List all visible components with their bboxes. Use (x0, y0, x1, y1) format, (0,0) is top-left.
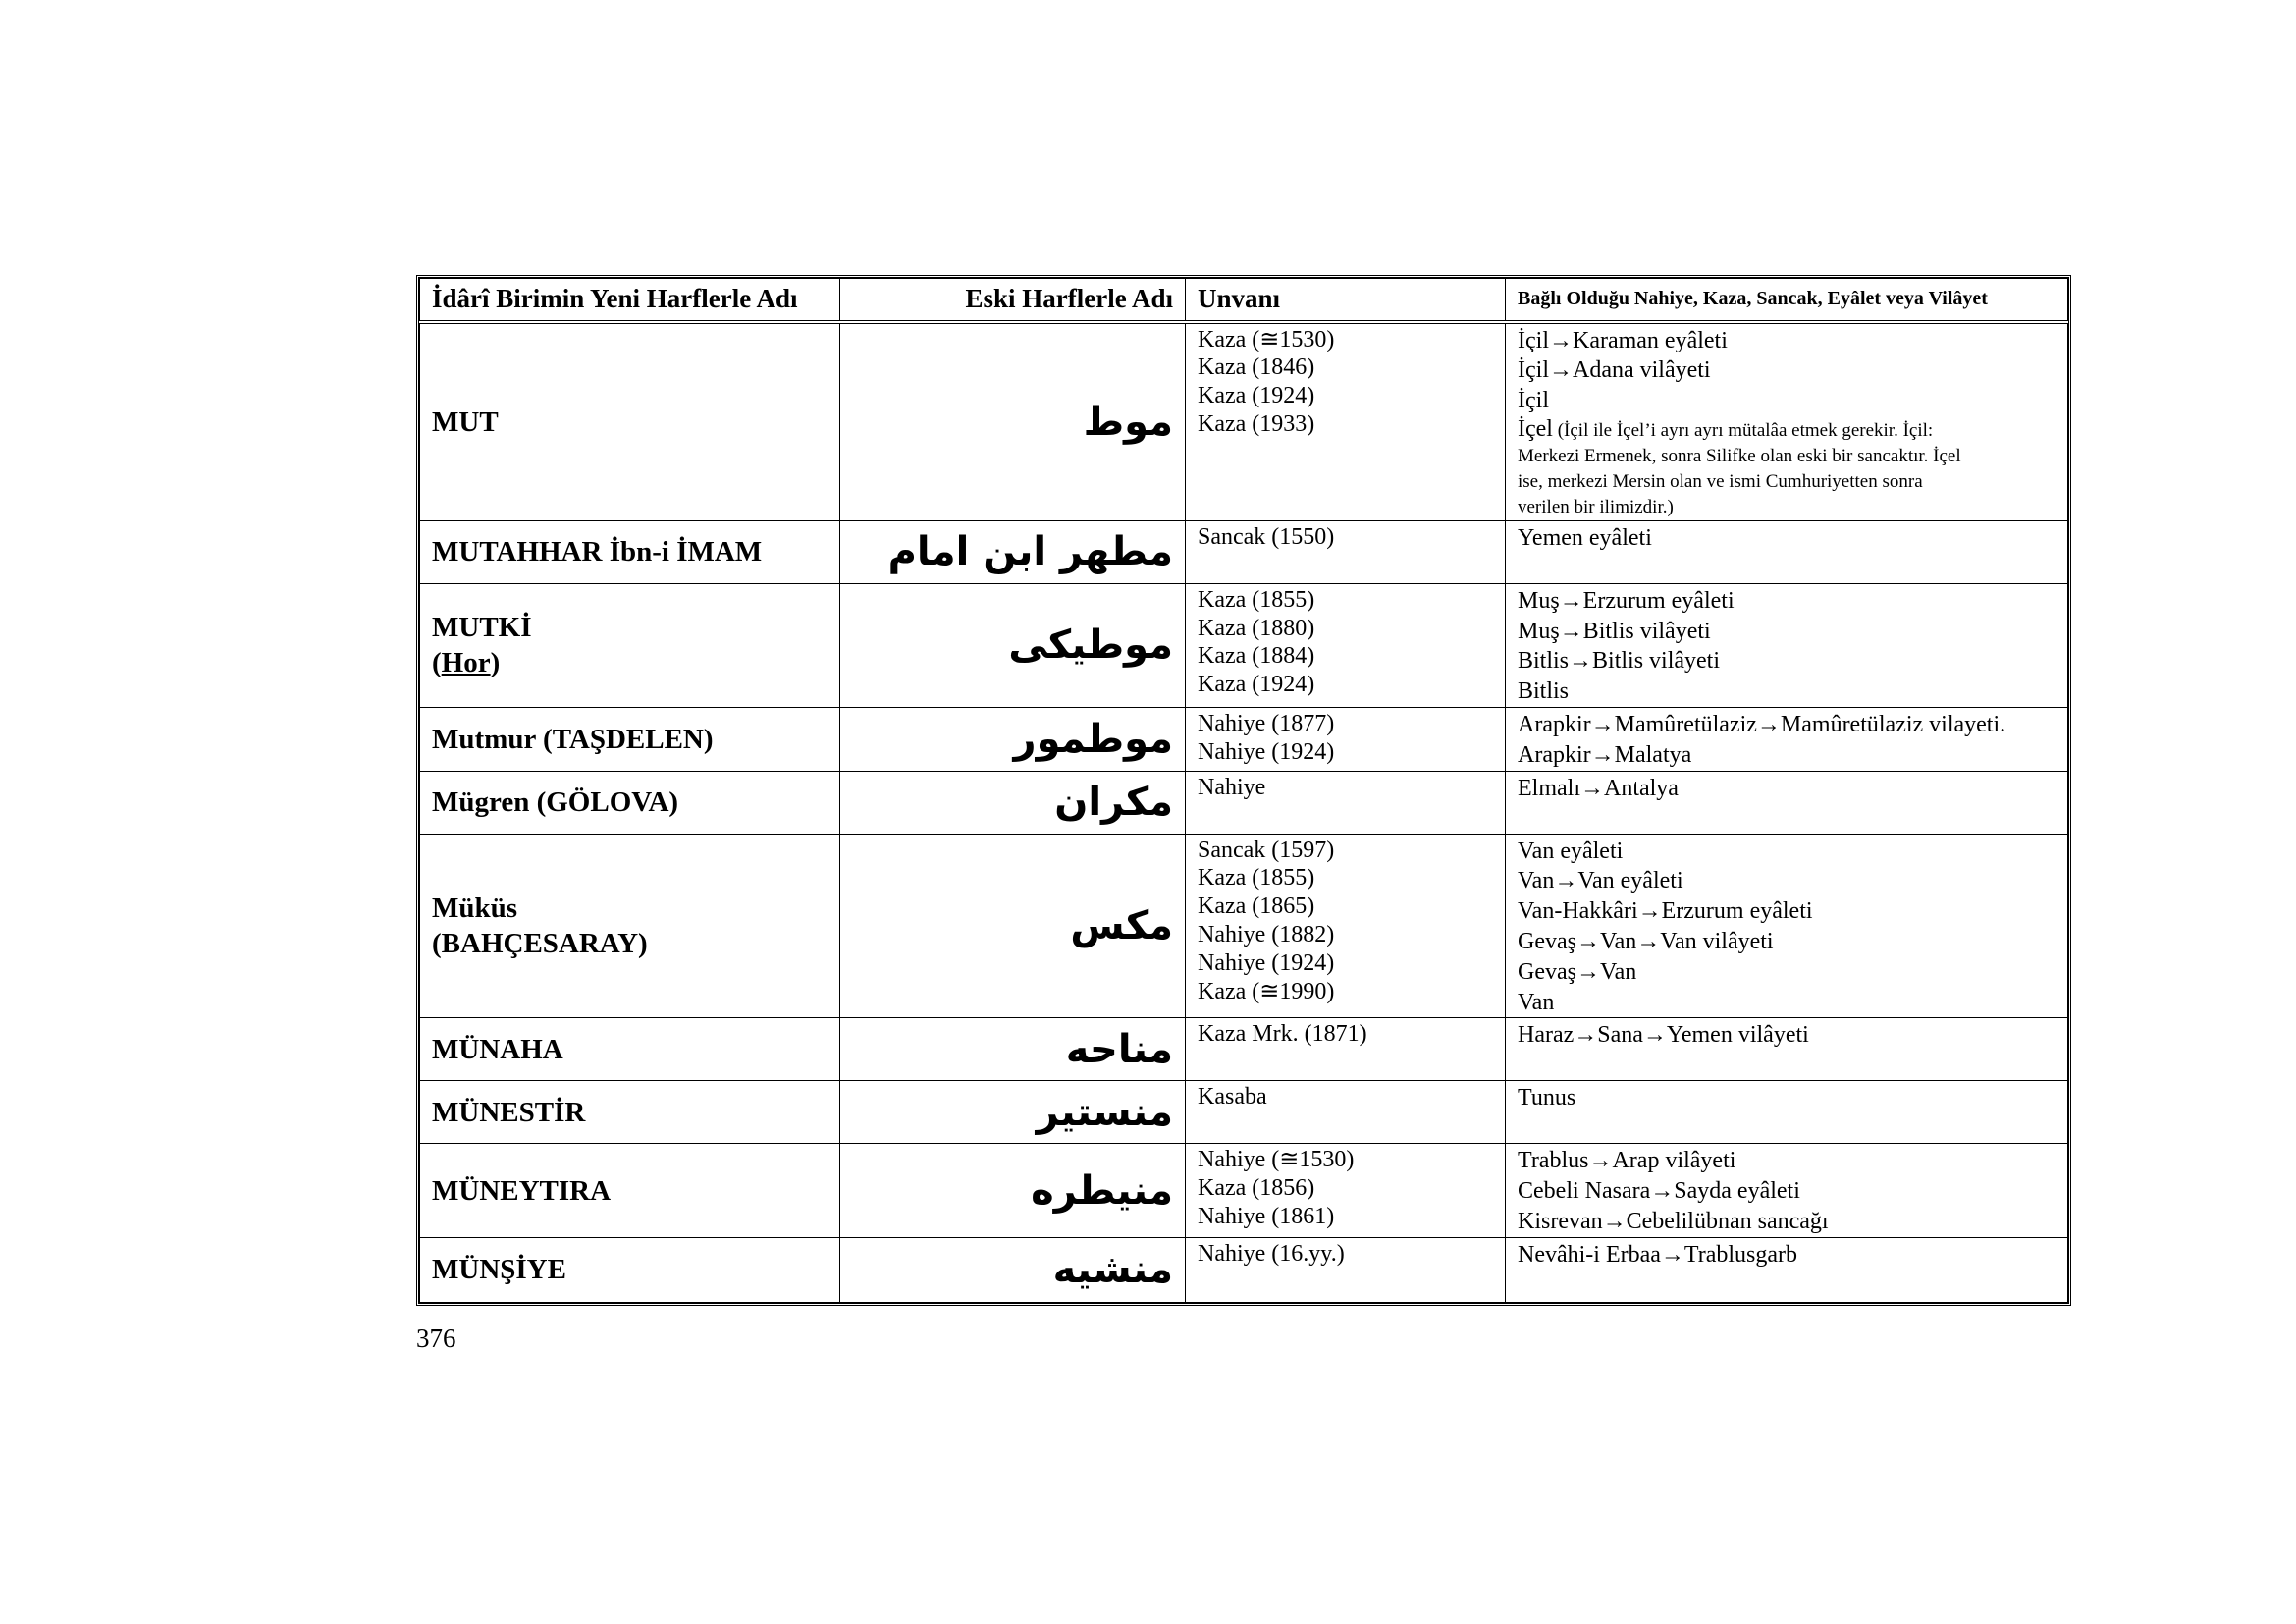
affiliation-entry: Bitlis (1518, 678, 1570, 705)
title-cell (1186, 520, 1506, 583)
unit-name: MÜNAHA (432, 1033, 563, 1065)
arabic-name: منشيه (1052, 1247, 1173, 1293)
affiliation-cell (1506, 1237, 2068, 1302)
unit-name-cell (420, 520, 840, 583)
table-header-row (420, 279, 2068, 322)
table-row (420, 708, 2068, 772)
unit-name-cell (420, 583, 840, 707)
affiliation-cell (1506, 834, 2068, 1018)
administrative-units-table (416, 275, 2071, 1306)
affiliation-entry: Van (1518, 989, 1555, 1015)
arabic-name: مناحه (1065, 1026, 1173, 1072)
title-entry: Kaza (1924) (1198, 383, 1315, 409)
header-title: Unvanı (1186, 279, 1506, 322)
table-row (420, 322, 2068, 521)
title-entry: Kaza (1924) (1198, 672, 1315, 698)
title-entry: Kasaba (1198, 1084, 1267, 1110)
affiliation-entry: İçil→Karaman eyâleti (1518, 327, 1728, 353)
arabic-name-cell (840, 1237, 1186, 1302)
arabic-name: مطهر ابن امام (887, 529, 1173, 575)
unit-name: MÜNEYTIRA (432, 1174, 612, 1207)
note-line (1518, 495, 2056, 520)
title-entry: Nahiye (1924) (1198, 949, 1335, 976)
affiliation-entry: İçil→Adana vilâyeti (1518, 357, 1711, 384)
arabic-name-cell (840, 322, 1186, 521)
title-entry: Nahiye (≅1530) (1198, 1147, 1355, 1173)
unit-name: MÜNŞİYE (432, 1254, 566, 1286)
title-cell (1186, 322, 1506, 521)
title-entry: Nahiye (1861) (1198, 1204, 1335, 1230)
affiliation-entry: Van→Van eyâleti (1518, 868, 1683, 894)
unit-alt-name-underlined: Hor (441, 647, 491, 679)
unit-name-cell (420, 1018, 840, 1081)
affiliation-entry: Gevaş→Van (1518, 958, 1637, 985)
page-number: 376 (416, 1324, 456, 1353)
table-row (420, 583, 2068, 707)
table-row (420, 520, 2068, 583)
title-entry: Kaza (1880) (1198, 615, 1315, 641)
unit-name-cell (420, 834, 840, 1018)
title-cell (1186, 771, 1506, 834)
unit-name: MUT (432, 406, 499, 438)
table-row (420, 834, 2068, 1018)
note-lead: İçel (1518, 415, 1553, 442)
title-entry: Kaza (1855) (1198, 586, 1315, 613)
title-entry: Nahiye (1198, 774, 1266, 800)
note-text: Merkezi Ermenek, sonra Silifke olan eski bir sancaktır. İçel (1518, 445, 1961, 466)
affiliation-entry: Van-Hakkâri→Erzurum eyâleti (1518, 898, 1813, 925)
header-affiliation: Bağlı Olduğu Nahiye, Kaza, Sancak, Eyâlet veya Vilâyet (1506, 279, 2068, 322)
affiliation-entry: Elmalı→Antalya (1518, 775, 1679, 801)
title-cell (1186, 1237, 1506, 1302)
note-text: ise, merkezi Mersin olan ve ismi Cumhuriyetten sonra (1518, 470, 1923, 492)
note-text: verilen bir ilimizdir.) (1518, 496, 1674, 517)
title-entry: Kaza Mrk. (1871) (1198, 1021, 1367, 1048)
unit-alt-name: (Hor) (432, 647, 501, 679)
title-entry: Nahiye (16.yy.) (1198, 1240, 1345, 1267)
affiliation-entry: Arapkir→Mamûretülaziz→Mamûretülaziz vilayeti. (1518, 712, 2006, 738)
title-entry: Kaza (1856) (1198, 1175, 1315, 1202)
title-entry: Kaza (≅1530) (1198, 326, 1335, 352)
header-old-letters-name: Eski Harflerle Adı (840, 279, 1186, 322)
affiliation-cell (1506, 1081, 2068, 1144)
note-line (1518, 416, 2056, 444)
title-cell (1186, 1144, 1506, 1237)
unit-name: MUTAHHAR İbn-i İMAM (432, 536, 763, 568)
table-row (420, 1081, 2068, 1144)
affiliation-entry: Tunus (1518, 1085, 1576, 1111)
note-line (1518, 469, 2056, 495)
affiliation-cell (1506, 708, 2068, 772)
affiliation-entry: Nevâhi-i Erbaa→Trablusgarb (1518, 1241, 1798, 1268)
title-entry: Kaza (1855) (1198, 865, 1315, 892)
title-cell (1186, 834, 1506, 1018)
arabic-name-cell (840, 834, 1186, 1018)
unit-name-cell (420, 1081, 840, 1144)
arabic-name-cell (840, 708, 1186, 772)
title-entry: Kaza (1933) (1198, 410, 1315, 437)
affiliation-cell (1506, 1144, 2068, 1237)
affiliation-cell (1506, 520, 2068, 583)
title-entry: Kaza (≅1990) (1198, 978, 1335, 1004)
unit-name: MUTKİ (432, 612, 532, 644)
title-cell (1186, 1018, 1506, 1081)
arabic-name: موطيكى (1008, 623, 1173, 669)
arabic-name: مكس (1070, 903, 1173, 949)
affiliation-entry: Trablus→Arap vilâyeti (1518, 1148, 1736, 1174)
table-row (420, 1144, 2068, 1237)
arabic-name: موط (1083, 399, 1173, 445)
arabic-name-cell (840, 583, 1186, 707)
unit-alt-name: (BAHÇESARAY) (432, 928, 648, 960)
title-cell (1186, 1081, 1506, 1144)
note-text: (İçil ile İçel’i ayrı ayrı mütalâa etmek gerekir. İçil: (1557, 419, 1934, 441)
affiliation-entry: Haraz→Sana→Yemen vilâyeti (1518, 1022, 1809, 1049)
title-entry: Sancak (1550) (1198, 523, 1335, 550)
unit-name-cell (420, 1144, 840, 1237)
title-entry: Nahiye (1877) (1198, 711, 1335, 737)
arabic-name-cell (840, 1081, 1186, 1144)
affiliation-note (1518, 416, 2056, 520)
affiliation-cell (1506, 322, 2068, 521)
arabic-name: منيطره (1031, 1167, 1173, 1214)
affiliation-entry: Muş→Bitlis vilâyeti (1518, 618, 1711, 644)
affiliation-cell (1506, 1018, 2068, 1081)
table-body (420, 322, 2068, 1303)
affiliation-entry: Arapkir→Malatya (1518, 741, 1692, 768)
affiliation-entry: Van eyâleti (1518, 838, 1624, 864)
affiliation-cell (1506, 771, 2068, 834)
arabic-name: منستير (1036, 1089, 1173, 1135)
arabic-name: مكران (1054, 780, 1173, 826)
unit-name: Mügren (GÖLOVA) (432, 786, 679, 819)
unit-name: Mutmur (TAŞDELEN) (432, 723, 714, 755)
affiliation-entry: İçil (1518, 388, 1549, 414)
affiliation-entry: Muş→Erzurum eyâleti (1518, 587, 1735, 614)
affiliation-entry: Gevaş→Van→Van vilâyeti (1518, 929, 1774, 955)
header-new-letters-name: İdârî Birimin Yeni Harflerle Adı (420, 279, 840, 322)
unit-name-cell (420, 708, 840, 772)
affiliation-entry: Yemen eyâleti (1518, 524, 1652, 551)
arabic-name-cell (840, 1018, 1186, 1081)
arabic-name-cell (840, 520, 1186, 583)
title-entry: Sancak (1597) (1198, 837, 1335, 863)
title-entry: Kaza (1865) (1198, 893, 1315, 920)
table-row (420, 1018, 2068, 1081)
arabic-name-cell (840, 771, 1186, 834)
title-entry: Kaza (1884) (1198, 643, 1315, 670)
title-entry: Kaza (1846) (1198, 354, 1315, 381)
affiliation-entry: Bitlis→Bitlis vilâyeti (1518, 648, 1721, 675)
unit-name: Müküs (432, 893, 518, 925)
affiliation-entry: Cebeli Nasara→Sayda eyâleti (1518, 1178, 1800, 1205)
unit-name-cell (420, 1237, 840, 1302)
arabic-name: موطمور (1013, 716, 1173, 762)
title-cell (1186, 583, 1506, 707)
affiliation-cell (1506, 583, 2068, 707)
note-line (1518, 444, 2056, 469)
arabic-name-cell (840, 1144, 1186, 1237)
title-entry: Nahiye (1882) (1198, 922, 1335, 948)
affiliation-entry: Kisrevan→Cebelilübnan sancağı (1518, 1209, 1829, 1235)
table-row (420, 771, 2068, 834)
title-entry: Nahiye (1924) (1198, 738, 1335, 765)
table-row (420, 1237, 2068, 1302)
unit-name: MÜNESTİR (432, 1096, 586, 1128)
unit-name-cell (420, 771, 840, 834)
title-cell (1186, 708, 1506, 772)
unit-name-cell (420, 322, 840, 521)
